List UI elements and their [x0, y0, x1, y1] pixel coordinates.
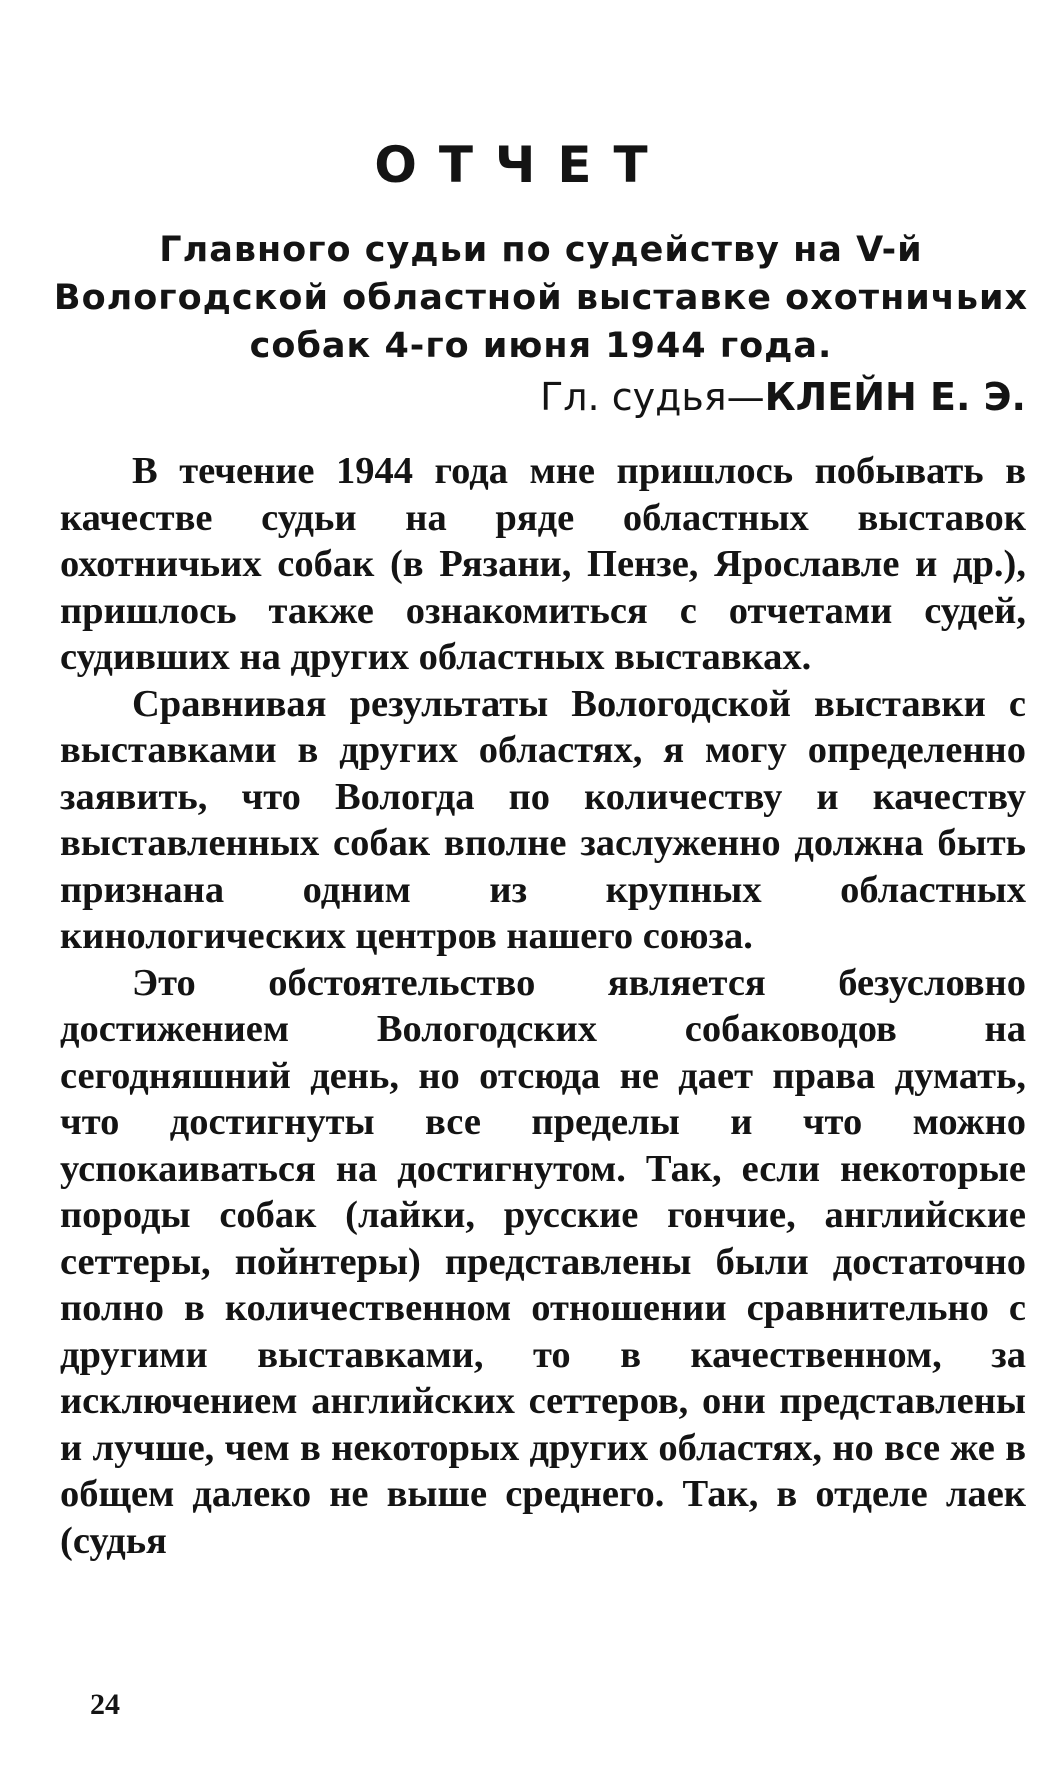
author-label: Гл. судья—	[540, 375, 765, 419]
paragraph: Это обстоятельство является безусловно достижением Вологодских собаководов на сегодняшний день, но отсюда не дает права думать, что достигнуты все пределы и что можно успокаиваться на достигнутом. Так, если некоторые породы собак (лайки, русские гончие, английские сеттеры, пойнтеры) представлены были достаточно полно в количественном отношении сравнительно с другими выставками, то в качественном, за исключением английских сеттеров, они представлены и лучше, чем в некоторых других областях, но все же в общем далеко не выше среднего. Так, в отделе лаек (судья	[60, 961, 1026, 1562]
report-body	[60, 448, 1026, 1564]
paragraph: В течение 1944 года мне пришлось побывать в качестве судьи на ряде областных выставок охотничьих собак (в Рязани, Пензе, Ярославле и др.), пришлось также ознакомиться с отчетами судей, судивших на других областных выставках.	[60, 450, 1026, 678]
document-title: ОТЧЕТ	[374, 136, 670, 194]
paragraph: Сравнивая результаты Вологодской выставки с выставками в других областях, я могу определенно заявить, что Вологда по количеству и качеству выставленных собак вполне заслуженно должна быть признана одним из крупных областных кинологических центров нашего союза.	[60, 682, 1026, 957]
author-line	[540, 375, 1026, 419]
document-subtitle: Главного судьи по судейству на V-й Вологодской областной выставке охотничьих собак 4-го июня 1944 года.	[53, 230, 1029, 366]
author-name: КЛЕЙН Е. Э.	[764, 375, 1026, 419]
page-number: 24	[90, 1688, 120, 1721]
